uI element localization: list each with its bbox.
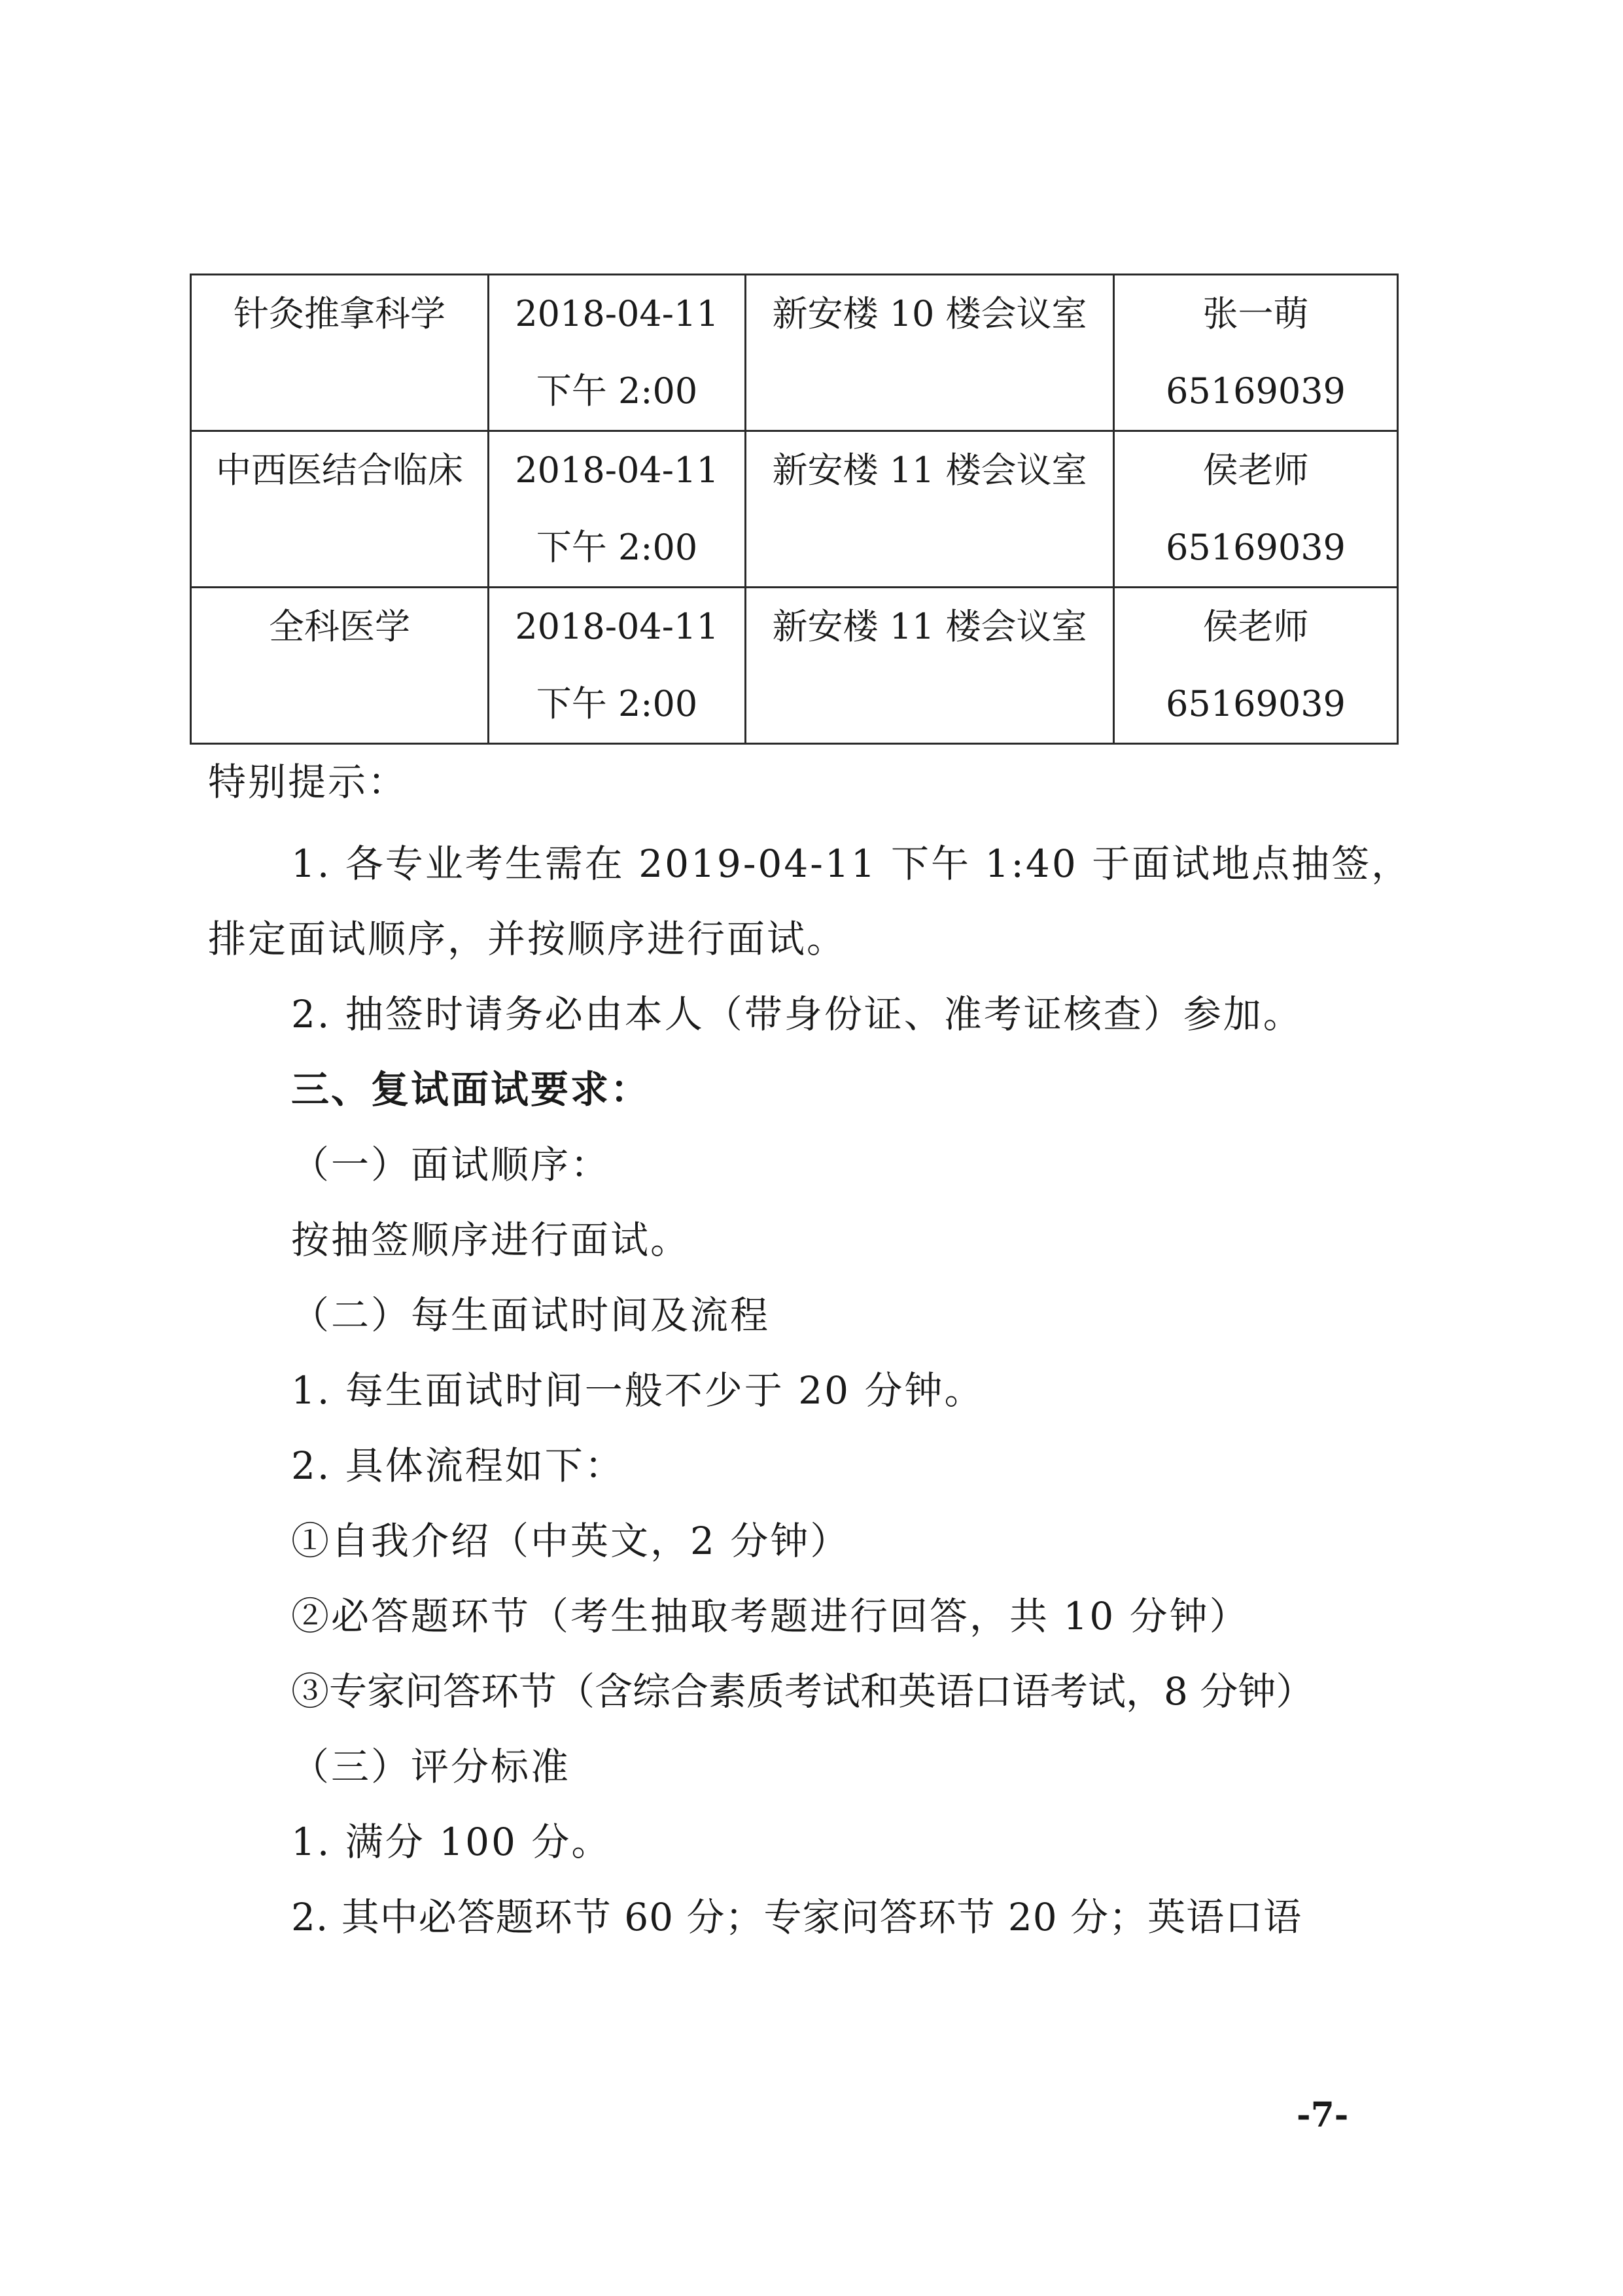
major-cell: 全科医学 (191, 588, 489, 744)
date-cell: 2018-04-11 下午 2:00 (489, 588, 746, 744)
sub-3-heading: （三）评分标准 (291, 1744, 571, 1789)
place-cell: 新安楼 11 楼会议室 (746, 588, 1114, 744)
sub-1-text: 按抽签顺序进行面试。 (291, 1218, 691, 1262)
contact-cell: 张一萌 65169039 (1114, 275, 1398, 431)
sub-2-item-2: 2. 具体流程如下： (291, 1443, 625, 1488)
major-cell: 中西医结合临床 (191, 431, 489, 588)
place-cell: 新安楼 11 楼会议室 (746, 431, 1114, 588)
date-cell: 2018-04-11 下午 2:00 (489, 275, 746, 431)
tip-1-line-2: 排定面试顺序，并按顺序进行面试。 (208, 917, 847, 961)
major-cell: 针灸推拿科学 (191, 275, 489, 431)
section-3-heading: 三、复试面试要求： (291, 1067, 651, 1112)
tip-1-line-1: 1. 各专业考生需在 2019-04-11 下午 1:40 于面试地点抽签， (291, 841, 1412, 886)
interview-schedule-table (190, 274, 1399, 745)
tip-2: 2. 抽签时请务必由本人（带身份证、准考证核查）参加。 (291, 992, 1303, 1036)
place-cell: 新安楼 10 楼会议室 (746, 275, 1114, 431)
sub-2-item-1: 1. 每生面试时间一般不少于 20 分钟。 (291, 1368, 985, 1413)
contact-cell: 侯老师 65169039 (1114, 431, 1398, 588)
sub-3-item-1: 1. 满分 100 分。 (291, 1820, 612, 1864)
special-tips-heading: 特别提示： (208, 760, 408, 804)
step-2: ②必答题环节（考生抽取考题进行回答，共 10 分钟） (291, 1594, 1249, 1638)
table-row (191, 588, 1398, 744)
page-number: -7- (1297, 2095, 1349, 2135)
date-cell: 2018-04-11 下午 2:00 (489, 431, 746, 588)
sub-1-heading: （一）面试顺序： (291, 1142, 611, 1187)
step-1: ①自我介绍（中英文，2 分钟） (291, 1519, 850, 1563)
sub-2-heading: （二）每生面试时间及流程 (291, 1293, 771, 1337)
table-row (191, 431, 1398, 588)
step-3: ③专家问答环节（含综合素质考试和英语口语考试，8 分钟） (291, 1669, 1314, 1714)
table-row (191, 275, 1398, 431)
sub-3-item-2: 2. 其中必答题环节 60 分；专家问答环节 20 分；英语口语 (291, 1895, 1302, 1939)
contact-cell: 侯老师 65169039 (1114, 588, 1398, 744)
